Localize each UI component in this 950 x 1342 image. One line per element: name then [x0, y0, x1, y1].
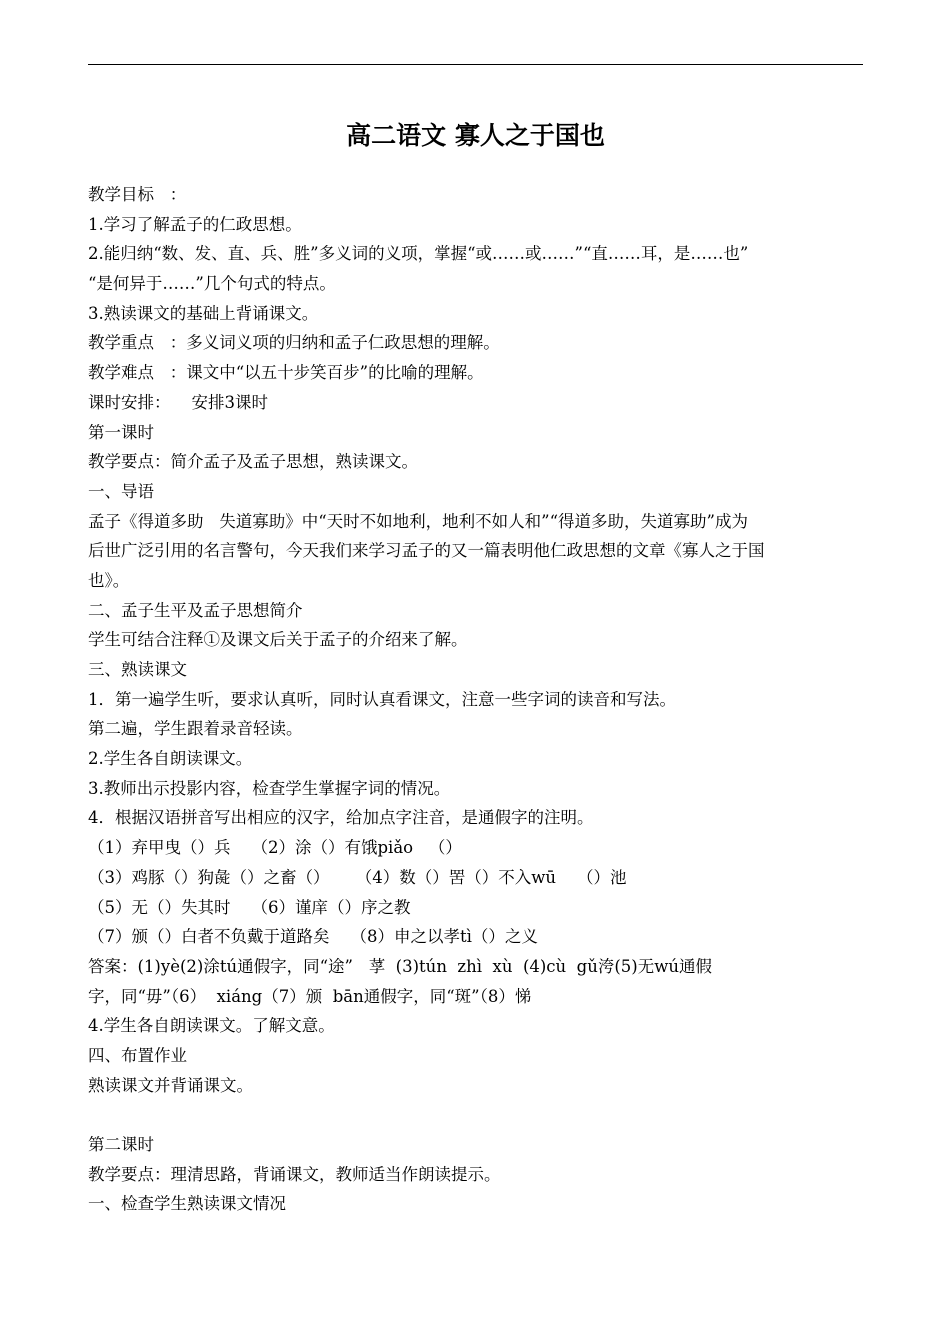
text-line: 教学要点：理清思路，背诵课文，教师适当作朗读提示。 — [88, 1164, 501, 1184]
text-line: 2.学生各自朗读课文。 — [88, 749, 253, 769]
text-line: 2.能归纳“数、发、直、兵、胜”多义词的义项，掌握“或……或……”“直……耳，是……也” — [88, 244, 749, 264]
document-title: 高二语文 寡人之于国也 — [346, 121, 605, 150]
text-line: 第二遍，学生跟着录音轻读。 — [88, 719, 303, 739]
document-body — [88, 180, 866, 1219]
text-line: 第二课时 — [88, 1135, 154, 1154]
text-line: 课时安排： 安排3课时 — [88, 392, 268, 412]
text-line: 三、熟读课文 — [88, 660, 187, 679]
text-line: （1）弃甲曳（）兵 （2）涂（）有饿piǎo （） — [88, 838, 462, 858]
text-line: 4．根据汉语拼音写出相应的汉字，给加点字注音，是通假字的注明。 — [88, 808, 594, 828]
text-line: 教学重点 ：多义词义项的归纳和孟子仁政思想的理解。 — [88, 333, 500, 353]
text-line: 1．第一遍学生听，要求认真听，同时认真看课文，注意一些字词的读音和写法。 — [88, 689, 676, 709]
text-line: 一、导语 — [88, 481, 154, 501]
text-line: “是何异于……”几个句式的特点。 — [88, 274, 336, 294]
text-line: 一、检查学生熟读课文情况 — [88, 1194, 286, 1214]
text-line: 孟子《得道多助 失道寡助》中“天时不如地利，地利不如人和”“得道多助，失道寡助”成为 — [88, 511, 748, 531]
text-line: 1.学习了解孟子的仁政思想。 — [88, 214, 302, 234]
header-rule — [88, 64, 863, 65]
blank-line — [88, 1100, 866, 1130]
text-line: 教学目标 ： — [88, 185, 187, 204]
text-line: 四、布置作业 — [88, 1045, 187, 1065]
text-line: 也》。 — [88, 570, 130, 590]
text-line: 字，同“毋”（6） xiáng（7）颁 bān通假字，同“斑”（8）悌 — [88, 986, 532, 1006]
text-line: 第一课时 — [88, 422, 154, 442]
text-line: （7）颁（）白者不负戴于道路矣 （8）申之以孝tì（）之义 — [88, 927, 538, 947]
text-line: 熟读课文并背诵课文。 — [88, 1075, 253, 1095]
text-line: （5）无（）失其时 （6）谨庠（）序之教 — [88, 897, 411, 917]
text-line: 教学难点 ：课文中“以五十步笑百步”的比喻的理解。 — [88, 363, 484, 383]
text-line: 二、孟子生平及孟子思想简介 — [88, 600, 303, 620]
text-line: 学生可结合注释①及课文后关于孟子的介绍来了解。 — [88, 630, 468, 650]
text-line: （3）鸡豚（）狗彘（）之畜（） （4）数（）罟（）不入wū （）池 — [88, 867, 627, 887]
text-line: 答案：(1)yè(2)涂tú通假字，同“途” 莩 (3)tún zhì xù (4)cù gǔ洿(5)无wú通假 — [88, 956, 712, 976]
text-line: 后世广泛引用的名言警句，今天我们来学习孟子的又一篇表明他仁政思想的文章《寡人之于国 — [88, 541, 765, 561]
text-line: 教学要点：简介孟子及孟子思想，熟读课文。 — [88, 452, 418, 472]
text-line: 3.教师出示投影内容，检查学生掌握字词的情况。 — [88, 778, 451, 798]
text-line: 3.熟读课文的基础上背诵课文。 — [88, 303, 319, 323]
text-line: 4.学生各自朗读课文。了解文意。 — [88, 1016, 335, 1036]
